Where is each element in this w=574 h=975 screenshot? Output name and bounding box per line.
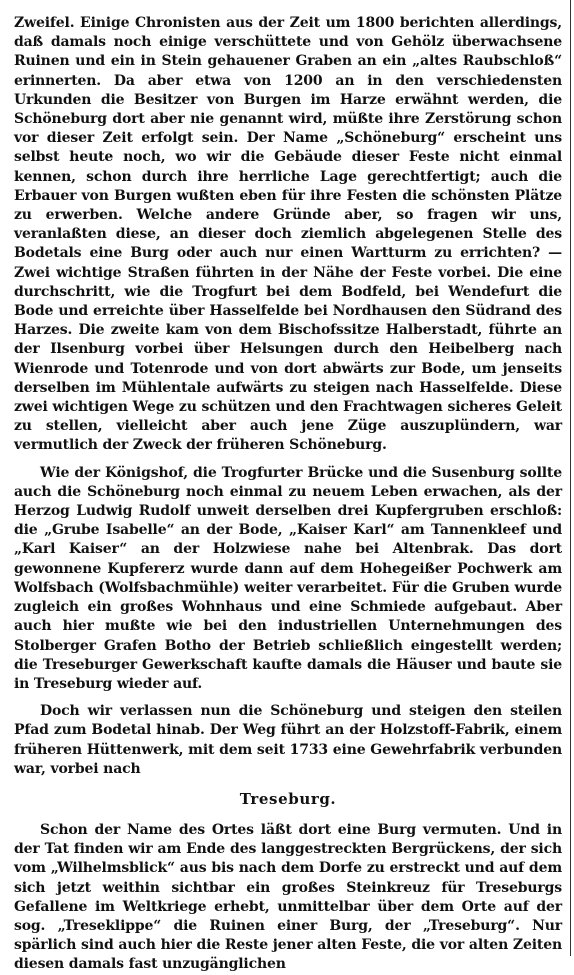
paragraph-copper-mines: Wie der Königshof, die Trogfurter Brücke und die Susenburg sollte auch die Schöneburg noch einmal zu neuem Leben erwachen, als der Herzog Ludwig Rudolf unweit derselben drei Kupfergruben erschloß: die „Grube Isabelle“ an der Bode, „Kaiser Karl“ am Tannenkleef und „Karl Kaiser“ an der Holzwiese nahe bei Altenbrak. Das dort gewonnene Kupfererz wurde dann auf dem Hohegeißer Pochwerk am Wolfsbach (Wolfsbachmühle) weiter verarbeitet. Für die Gruben wurde zugleich ein großes Wohnhaus und eine Schmiede aufgebaut. Aber auch hier mußte wie bei den industriellen Unternehmungen des Stolberger Grafen Botho der Betrieb schließlich eingestellt werden; die Treseburger Gewerkschaft kaufte damals die Häuser und baute sie in Treseburg wieder auf.: [14, 464, 562, 692]
paragraph-treseburg: Schon der Name des Ortes läßt dort eine Burg vermuten. Und in der Tat finden wir am Ende des langgestreckten Bergrückens, der sich vom „Wilhelmsblick“ aus bis nach dem Dorfe zu erstreckt und auf dem sich jetzt weithin sichtbar ein großes Steinkreuz für Treseburgs Gefallene im Weltkriege erhebt, unmittelbar über dem Orte auf der sog. „Treseklippe“ die Ruinen einer Burg, der „Treseburg“. Nur spärlich sind auch hier die Reste jener alten Feste, die vor alten Zeiten diesen damals fast unzugänglichen: [14, 821, 562, 973]
section-heading: Treseburg.: [239, 789, 337, 808]
paragraph-schoeneburg-history: Zweifel. Einige Chronisten aus der Zeit um 1800 berichten allerdings, daß damals noch einige verschüttete und von Gehölz überwachsene Ruinen und ein in Stein gehauener Graben an ein „altes Raubschloß“ erinnerten. Da aber etwa von 1200 an in den verschiedensten Urkunden die Besitzer von Burgen im Harze erwähnt werden, die Schöneburg dort aber nie genannt wird, müßte ihre Zerstörung schon vor dieser Zeit erfolgt sein. Der Name „Schöneburg“ erscheint uns selbst heute noch, wo wir die Gebäude dieser Feste nicht einmal kennen, schon durch ihre herrliche Lage gerechtfertigt; auch die Erbauer von Burgen wußten eben für ihre Festen die schönsten Plätze zu erwerben. Welche andere Gründe aber, so fragen wir uns, veranlaßten diese, an dieser doch ziemlich abgelegenen Stelle des Bodetals eine Burg oder auch nur einen Wartturm zu errichten? — Zwei wichtige Straßen führten in der Nähe der Feste vorbei. Die eine durchschritt, wie die Trogfurt bei dem Bodfeld, bei Wendefurt die Bode und erreichte über Hasselfelde bei Nordhausen den Südrand des Harzes. Die zweite kam von dem Bischofssitze Halberstadt, führte an der Ilsenburg vorbei über Helsungen durch den Heibelberg nach Wienrode und Totenrode und von dort abwärts zur Bode, um jenseits derselben im Mühlentale aufwärts zu steigen nach Hasselfelde. Diese zwei wichtigen Wege zu schützen und den Frachtwagen sicheres Geleit zu stellen, vielleicht aber auch jene Züge auszuplündern, war vermutlich der Zweck der früheren Schöneburg.: [14, 15, 562, 454]
paragraph-descent-to-bodetal: Doch wir verlassen nun die Schöneburg und steigen den steilen Pfad zum Bodetal hinab. Der Weg führt an der Holzstoff-Fabrik, einem früheren Hüttenwerk, mit dem seit 1733 eine Gewehrfabrik verbunden war, vorbei nach: [14, 703, 562, 777]
page-edge-divider: [570, 0, 571, 956]
